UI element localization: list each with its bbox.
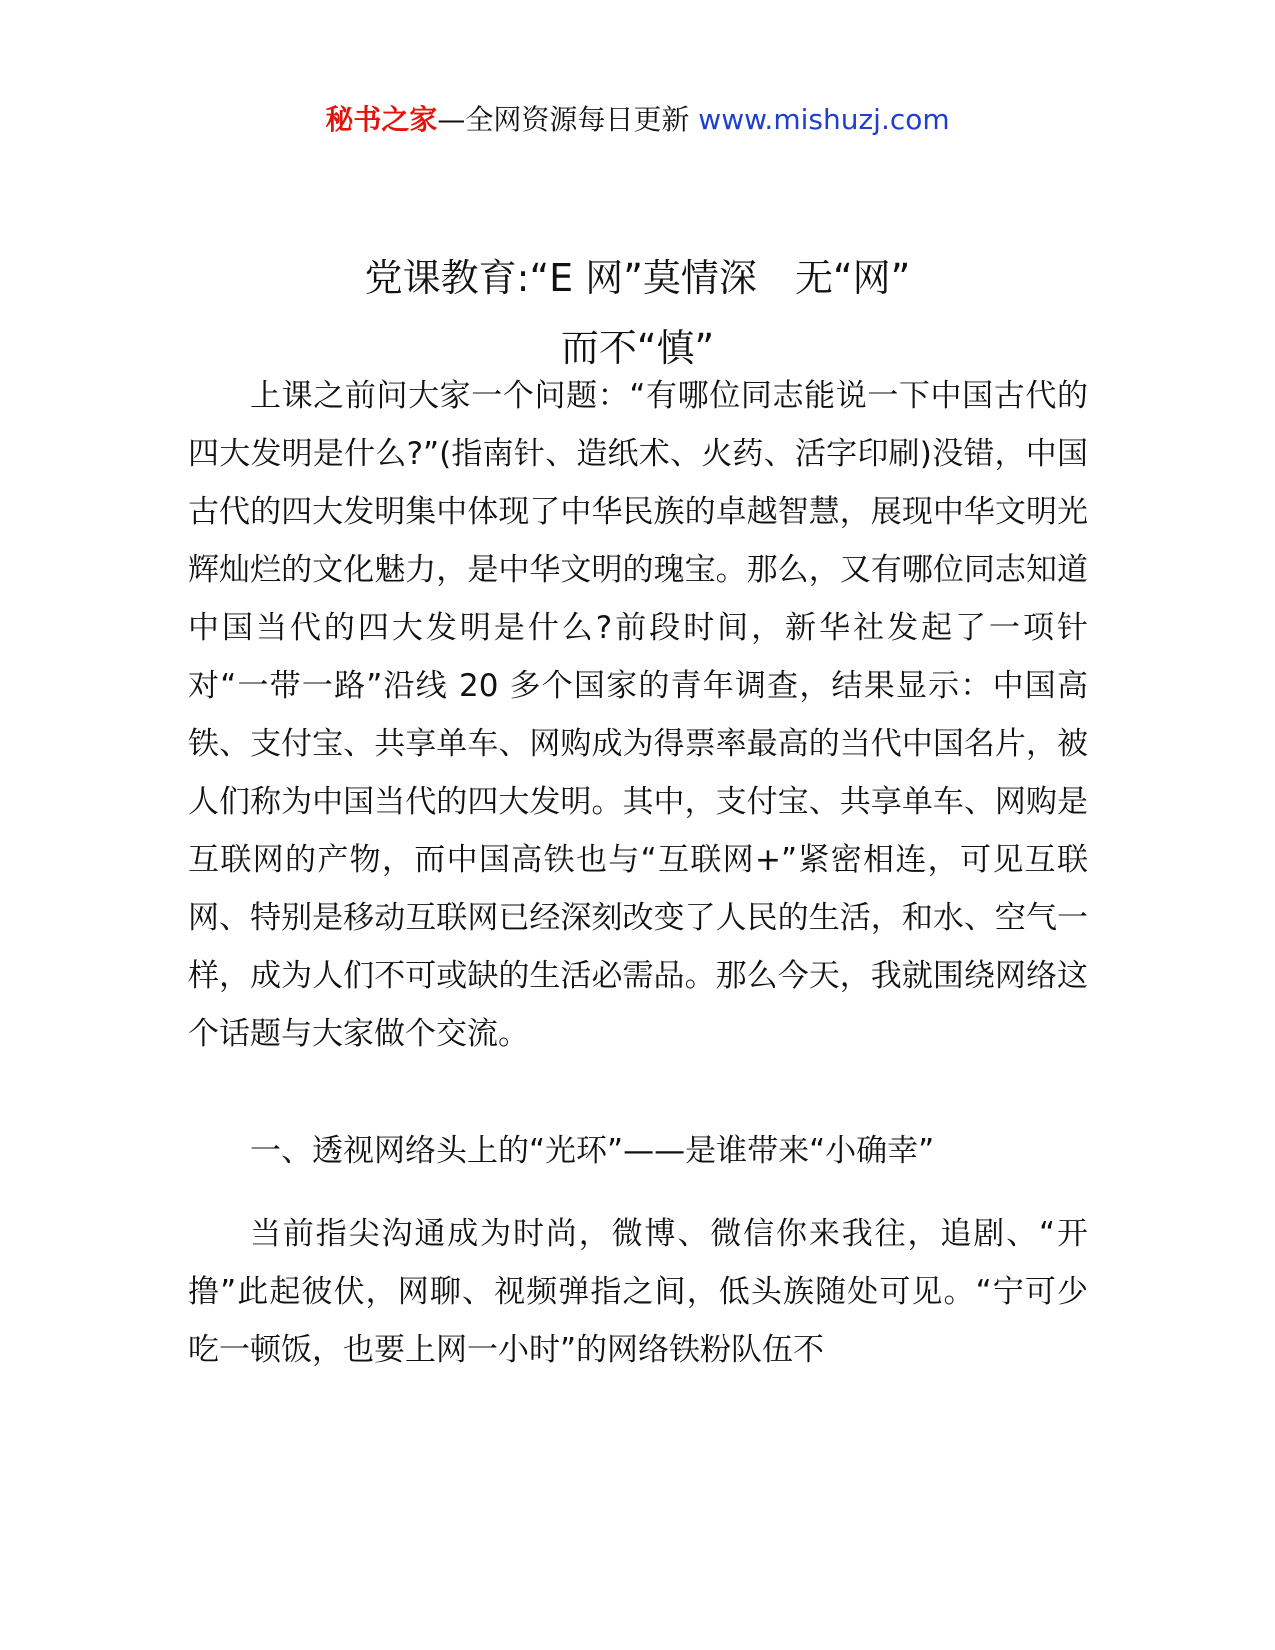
brand-name: 秘书之家: [325, 103, 438, 136]
title-line-1: 党课教育:“E 网”莫情深 无“网”: [364, 256, 911, 301]
site-header: [0, 100, 1275, 140]
body-paragraph-intro: 上课之前问大家一个问题：“有哪位同志能说一下中国古代的四大发明是什么?”(指南针、造纸术、火药、活字印刷)没错，中国古代的四大发明集中体现了中华民族的卓越智慧，展现中华文明光辉灿烂的文化魅力，是中华文明的瑰宝。那么，又有哪位同志知道中国当代的四大发明是什么?前段时间，新华社发起了一项针对“一带一路”沿线 20 多个国家的青年调查，结果显示：中国高铁、支付宝、共享单车、网购成为得票率最高的当代中国名片，被人们称为中国当代的四大发明。其中，支付宝、共享单车、网购是互联网的产物，而中国高铁也与“互联网+”紧密相连，可见互联网、特别是移动互联网已经深刻改变了人民的生活，和水、空气一样，成为人们不可或缺的生活必需品。那么今天，我就围绕网络这个话题与大家做个交流。: [188, 378, 1088, 1052]
document-title: [0, 243, 1275, 383]
body-paragraph-section-1: 当前指尖沟通成为时尚，微博、微信你来我往，追剧、“开撸”此起彼伏，网聊、视频弹指之间，低头族随处可见。“宁可少吃一顿饭，也要上网一小时”的网络铁粉队伍不: [188, 1216, 1088, 1368]
header-tagline: —全网资源每日更新: [437, 103, 690, 136]
title-line-2: 而不“慎”: [560, 326, 715, 371]
site-url-link[interactable]: www.mishuzj.com: [698, 103, 950, 136]
section-heading-1: 一、透视网络头上的“光环”——是谁带来“小确幸”: [250, 1133, 935, 1169]
